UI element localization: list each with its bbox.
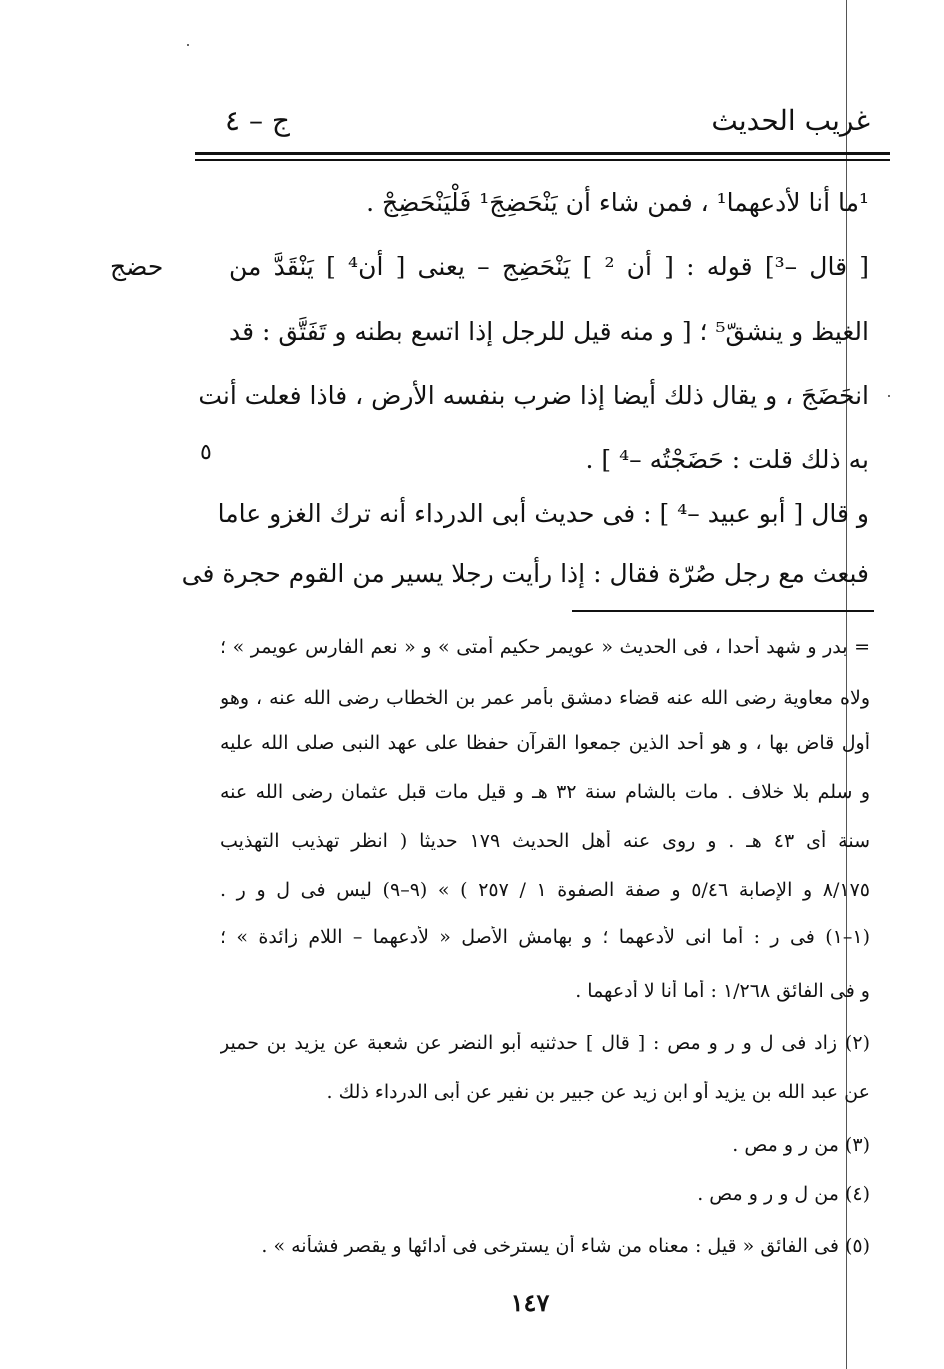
main-text-line: فبعث مع رجل صُرّة فقال : إذا رأيت رجلا يسير من القوم حجرة فى — [181, 559, 869, 588]
running-header — [195, 104, 890, 144]
book-title: غريب الحديث — [711, 104, 870, 137]
page-number: ١٤٧ — [510, 1288, 550, 1317]
main-text-line: به ذلك قلت : حَضَجْتُه –⁴ ] . — [585, 445, 869, 474]
footnote-line: (٣) من ر و مص . — [732, 1134, 870, 1156]
header-rule-thin — [195, 159, 890, 161]
main-text-line: و قال [ أبو عبيد –⁴ ] : فى حديث أبى الدرداء أنه ترك الغزو عاما — [217, 499, 869, 528]
line-number: ٥ — [200, 440, 212, 465]
footnote-line: عن عبد الله بن يزيد أو ابن زيد عن جبير بن نفير عن أبى الدرداء ذلك . — [326, 1081, 870, 1103]
footnote-line: ٨/١٧٥ و الإصابة ٥/٤٦ و صفة الصفوة ١ / ٢٥٧ ) » (٩–٩) ليس فى ل و ر . — [220, 879, 870, 901]
main-text-line: انحَضَجَ ، و يقال ذلك أيضا إذا ضرب بنفسه الأرض ، فاذا فعلت أنت — [198, 381, 869, 410]
footnote-line: ولاه معاوية رضى الله عنه قضاء دمشق بأمر عمر بن الخطاب رضى الله عنه ، وهو — [220, 687, 870, 709]
footnote-line: = بدر و شهد أحدا ، فى الحديث « عويمر حكيم أمتى » و « نعم الفارس عويمر » ؛ — [220, 636, 870, 658]
footnote-line: (٥) فى الفائق « قيل : معناه من شاء أن يسترخى فى أدائها و يقصر فشأنه » . — [261, 1235, 870, 1257]
footnote-line: (٢) زاد فى ل و ر و مص : [ قال ] حدثنيه أبو النضر عن شعبة عن يزيد بن حمير — [220, 1032, 870, 1054]
main-text-line: الغيظ و ينشقّ⁵ ؛ [ و منه قيل للرجل إذا اتسع بطنه و تَفَتَّق : قد — [228, 317, 869, 346]
footnote-separator — [572, 610, 874, 612]
footnote-line: و سلم بلا خلاف . مات بالشام سنة ٣٢ هـ و قيل مات قبل عثمان رضى الله عنه — [220, 781, 870, 803]
footnote-line: (١–١) فى ر : أما انى لأدعهما ؛ و بهامش الأصل « لأدعهما – اللام زائدة » ؛ — [220, 926, 870, 948]
footnote-line: أول قاض بها ، و هو أحد الذين جمعوا القرآن حفظا على عهد النبى صلى الله عليه — [220, 732, 870, 754]
scan-speck — [888, 395, 890, 397]
footnote-line: و فى الفائق ١/٢٦٨ : أما أنا لا أدعهما . — [575, 980, 870, 1002]
main-text-line: ¹ما أنا لأدعهما¹ ، فمن شاء أن يَنْحَضِجَ¹ فَلْيَنْحَضِجْ . — [366, 188, 869, 217]
main-text-line: [ قال –³] قوله : [ أن ² ] يَنْحَضِج – يعنى [ أن⁴ ] يَنْقَدَّ من — [229, 252, 869, 281]
footnote-line: سنة أى ٤٣ هـ . و روى عنه أهل الحديث ١٧٩ حديثا ( انظر تهذيب التهذيب — [220, 830, 870, 852]
header-rule-thick — [195, 152, 890, 155]
scan-speck — [187, 44, 189, 46]
margin-headword: حضج — [110, 252, 164, 281]
volume-label: ج – ٤ — [225, 104, 290, 137]
footnote-line: (٤) من ل و ر و مص . — [697, 1183, 870, 1205]
